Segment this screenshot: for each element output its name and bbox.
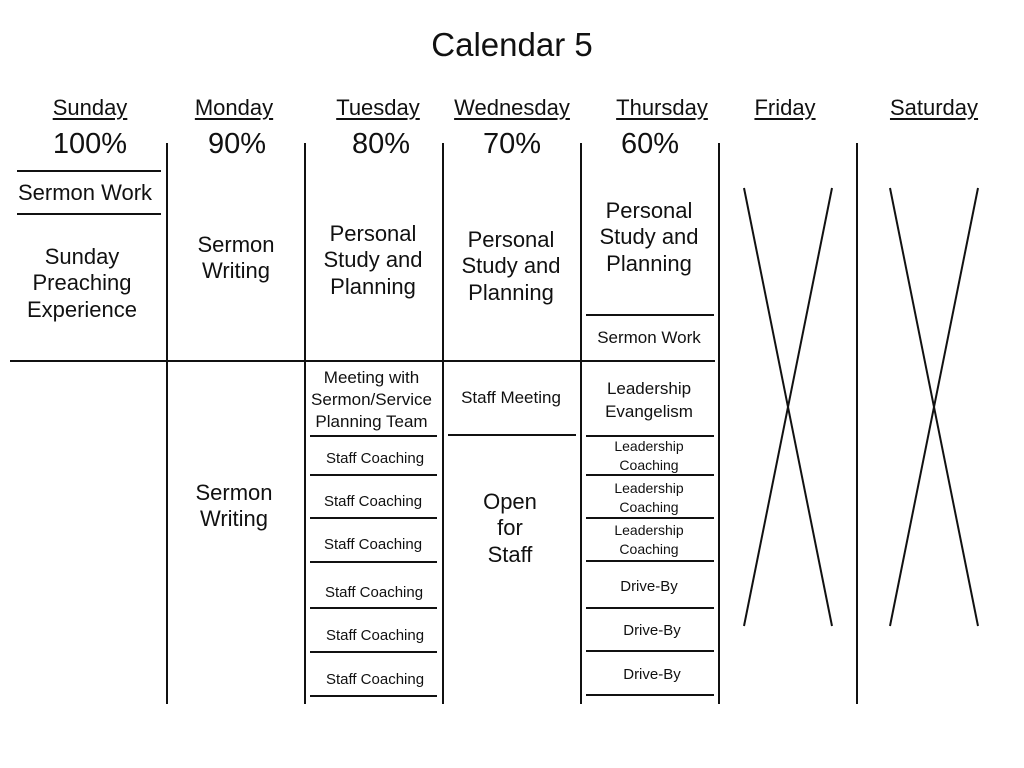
wednesday-staff-meeting: Staff Meeting — [461, 388, 561, 407]
thursday-leadership-coaching — [584, 479, 714, 517]
thursday-coaching-line: Coaching — [619, 499, 679, 515]
thursday-coaching-line: Coaching — [619, 457, 679, 473]
day-header-sunday: Sunday — [52, 95, 128, 120]
thursday-coaching-line: Coaching — [619, 541, 679, 557]
tuesday-staff-coaching: Staff Coaching — [325, 627, 425, 644]
monday-am-line: Sermon — [197, 232, 275, 257]
thursday-drive-by: Drive-By — [620, 578, 678, 595]
tuesday-meeting-line: Sermon/Service — [311, 390, 432, 409]
tuesday-staff-coaching: Staff Coaching — [325, 671, 425, 688]
wednesday-personal-study — [446, 227, 576, 306]
sunday-sermon-work: Sermon Work — [17, 180, 153, 205]
monday-pm-sermon-writing — [169, 480, 299, 533]
tuesday-am-line: Planning — [330, 273, 416, 299]
page-title: Calendar 5 — [431, 26, 593, 63]
tuesday-am-line: Personal — [329, 221, 417, 246]
day-header-wednesday: Wednesday — [454, 95, 570, 120]
monday-am-sermon-writing — [171, 232, 301, 285]
wednesday-open-line: for — [497, 515, 523, 541]
tuesday-meeting-line: Planning Team — [315, 412, 428, 431]
tuesday-personal-study — [308, 221, 438, 300]
wednesday-open-line: Staff — [487, 541, 533, 567]
tuesday-am-line: Study and — [323, 247, 423, 273]
thursday-leadership-line: Leadership — [606, 379, 692, 398]
sunday-preaching-line: Sunday — [44, 244, 120, 269]
day-header-tuesday: Tuesday — [336, 95, 420, 120]
thursday-leadership-evangelism — [584, 377, 714, 423]
day-header-thursday: Thursday — [616, 95, 708, 120]
thursday-leadership-coaching — [584, 521, 714, 559]
thursday-leadership-coaching — [584, 437, 714, 475]
wednesday-am-line: Planning — [468, 279, 554, 305]
sunday-percentage: 100% — [52, 128, 128, 160]
wednesday-open-for-staff — [450, 489, 570, 568]
thursday-coaching-line: Leadership — [614, 438, 684, 454]
thursday-coaching-line: Leadership — [614, 522, 684, 538]
sunday-preaching-experience — [5, 244, 159, 323]
sunday-preaching-line: Experience — [26, 296, 138, 322]
tuesday-meeting-line: Meeting with — [323, 368, 420, 387]
tuesday-staff-coaching: Staff Coaching — [324, 584, 424, 601]
day-header-monday: Monday — [194, 95, 274, 120]
monday-pm-line: Sermon — [195, 480, 273, 505]
wednesday-am-line: Study and — [461, 253, 561, 279]
thursday-am-line: Personal — [605, 198, 693, 223]
thursday-drive-by: Drive-By — [623, 622, 681, 639]
thursday-leadership-line: Evangelism — [605, 402, 693, 421]
thursday-am-line: Study and — [599, 224, 699, 250]
monday-pm-line: Writing — [199, 506, 269, 532]
day-header-friday: Friday — [754, 95, 816, 120]
thursday-am-line: Planning — [606, 250, 692, 276]
monday-am-line: Writing — [201, 258, 271, 284]
wednesday-am-line: Personal — [467, 227, 555, 252]
sunday-preaching-line: Preaching — [32, 270, 132, 296]
thursday-coaching-line: Leadership — [614, 480, 684, 496]
day-header-saturday: Saturday — [889, 95, 979, 120]
thursday-personal-study — [584, 198, 714, 277]
wednesday-percentage: 70% — [482, 128, 542, 160]
monday-percentage: 90% — [207, 128, 267, 160]
thursday-drive-by: Drive-By — [623, 666, 681, 683]
thursday-sermon-work: Sermon Work — [597, 328, 701, 347]
tuesday-staff-coaching: Staff Coaching — [325, 450, 425, 467]
tuesday-staff-coaching: Staff Coaching — [323, 536, 423, 553]
tuesday-staff-coaching: Staff Coaching — [323, 493, 423, 510]
wednesday-open-line: Open — [483, 489, 537, 514]
tuesday-percentage: 80% — [351, 128, 411, 160]
tuesday-planning-meeting — [305, 367, 438, 433]
thursday-percentage: 60% — [620, 128, 680, 160]
